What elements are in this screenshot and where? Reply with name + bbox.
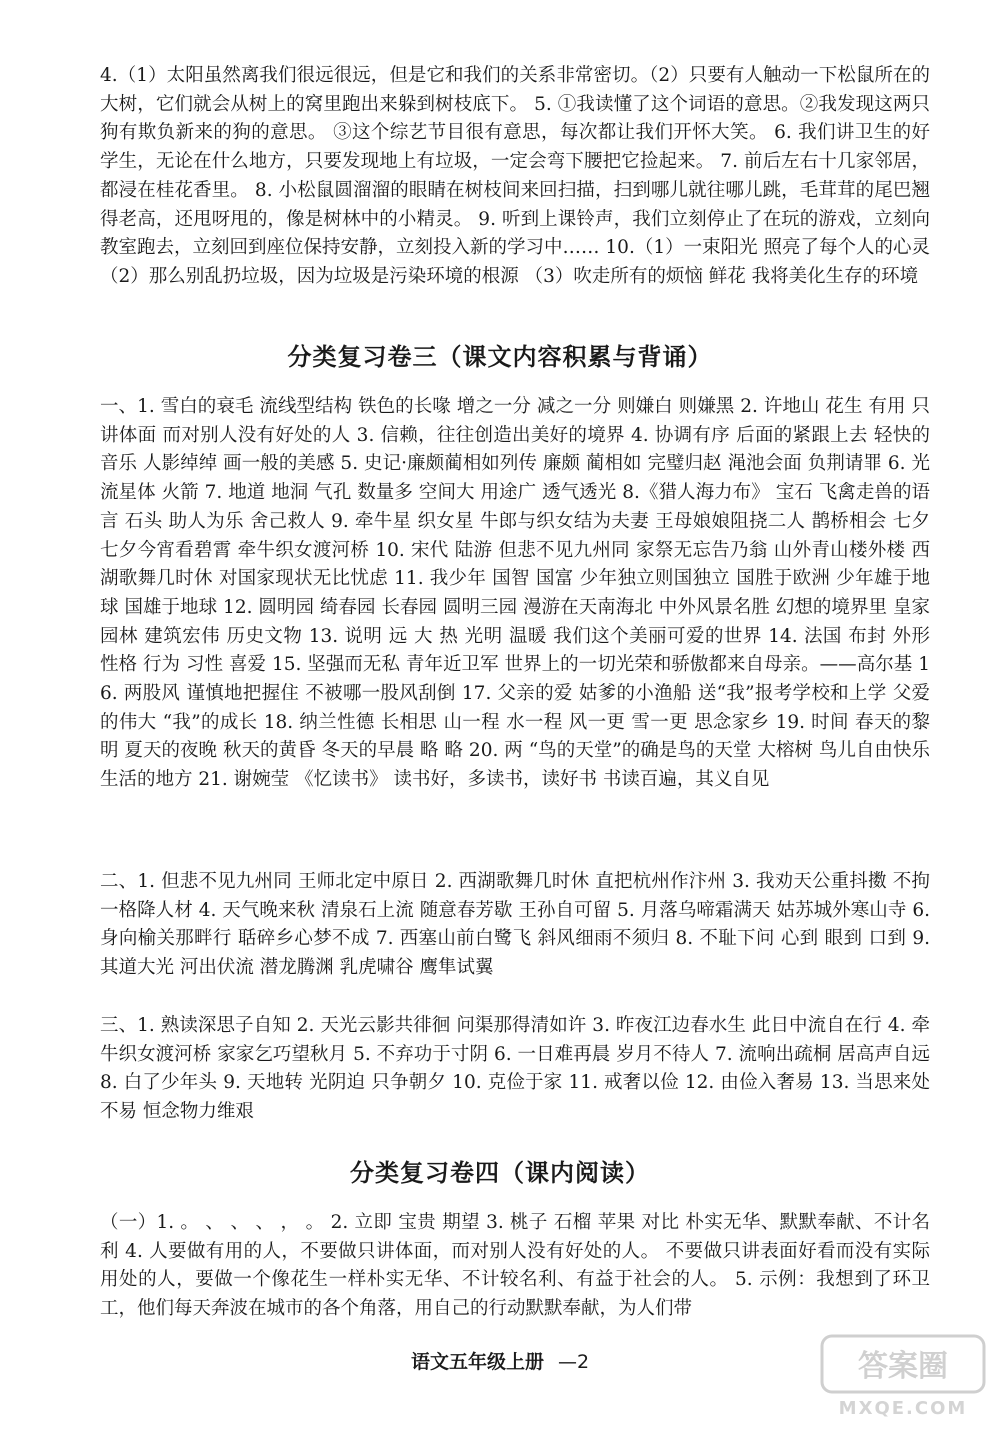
section-four-title: 分类复习卷四（课内阅读） — [350, 1159, 650, 1187]
section-three-part-three: 三、1. 熟读深思子自知 2. 天光云影共徘徊 问渠那得清如许 3. 昨夜江边春水生 此日中流自在行 4. 牵牛织女渡河桥 家家乞巧望秋月 5. 不弃功于寸阴 6. 一日难再晨 岁月不待人 7. 流响出疏桐 居高声自远 8. 白了少年头 9. 天地转 光阴迫 只争朝夕 10. 克俭于家 11. 戒奢以俭 12. 由俭入奢易 13. 当思来处不易 恒念物力维艰 — [100, 1015, 930, 1123]
section-three-part-one: 一、1. 雪白的衰毛 流线型结构 铁色的长喙 增之一分 减之一分 则嫌白 则嫌黑 2. 许地山 花生 有用 只讲体面 而对别人没有好处的人 3. 信赖，往往创造出美好的境界 4. 协调有序 后面的紧跟上去 轻快的音乐 人影绰绰 画一般的美感 5. 史记·廉颇蔺相如列传 廉颇 蔺相如 完璧归赵 渑池会面 负荆请罪 6. 光 流星体 火箭 7. 地道 地洞 气孔 数量多 空间大 用途广 透气透光 8.《猎人海力布》 宝石 飞禽走兽的语言 石头 助人为乐 舍己救人 9. 牵牛星 织女星 牛郎与织女结为夫妻 王母娘娘阻挠二人 鹊桥相会 七夕 七夕今宵看碧霄 牵牛织女渡河桥 10. 宋代 陆游 但悲不见九州同 家祭无忘告乃翁 山外青山楼外楼 西湖歌舞几时休 对国家现状无比忧虑 11. 我少年 国智 国富 少年独立则国独立 国胜于欧洲 少年雄于地球 国雄于地球 12. 圆明园 绮春园 长春园 圆明三园 漫游在天南海北 中外风景名胜 幻想的境界里 皇家园林 建筑宏伟 历史文物 13. 说明 远 大 热 光明 温暖 我们这个美丽可爱的世界 14. 法国 布封 外形 性格 行为 习性 喜爱 15. 坚强而无私 青年近卫军 世界上的一切光荣和骄傲都来自母亲。——高尔基 16. 两股风 谨慎地把握住 不被哪一股风刮倒 17. 父亲的爱 姑爹的小渔船 送“我”报考学校和上学 父爱的伟大 “我”的成长 18. 纳兰性德 长相思 山一程 水一程 风一更 雪一更 思念家乡 19. 时间 春天的黎明 夏天的夜晚 秋天的黄昏 冬天的早晨 略 略 20. 两 “鸟的天堂”的确是鸟的天堂 大榕树 鸟儿自由快乐生活的地方 21. 谢婉莹 《忆读书》 读书好，多读书，读好书 书读百遍，其义自见 — [100, 396, 930, 791]
footer-page-number: —2 — [557, 1351, 590, 1373]
section-four-part-one: （一）1. 。 、 、 、 ， 。 2. 立即 宝贵 期望 3. 桃子 石榴 苹果 对比 朴实无华、默默奉献、不计名利 4. 人要做有用的人，不要做只讲体面，而对别人没有好处的人。 不要做只讲表面好看而没有实际用处的人，要做一个像花生一样朴实无华、不计较名利、有益于社会的人。 5. 示例：我想到了环卫工，他们每天奔波在城市的各个角落，用自己的行动默默奉献，为人们带 — [100, 1212, 930, 1320]
watermark-title: 答案圈 — [858, 1349, 948, 1384]
watermark-logo — [818, 1330, 988, 1420]
section-three-title: 分类复习卷三（课文内容积累与背诵） — [287, 343, 713, 371]
answer-block-continued: 4.（1）太阳虽然离我们很远很远，但是它和我们的关系非常密切。（2）只要有人触动一下松鼠所在的大树，它们就会从树上的窝里跑出来躲到树枝底下。 5. ①我读懂了这个词语的意思。②我发现这两只狗有欺负新来的狗的意思。 ③这个综艺节目很有意思，每次都让我们开怀大笑。 6. 我们讲卫生的好学生，无论在什么地方，只要发现地上有垃圾，一定会弯下腰把它捡起来。 7. 前后左右十几家邻居，都浸在桂花香里。 8. 小松鼠圆溜溜的眼睛在树枝间来回扫描，扫到哪儿就往哪儿跳，毛茸茸的尾巴翘得老高，还甩呀甩的，像是树林中的小精灵。 9. 听到上课铃声，我们立刻停止了在玩的游戏，立刻向教室跑去，立刻回到座位保持安静，立刻投入新的学习中…… 10.（1）一束阳光 照亮了每个人的心灵 （2）那么别乱扔垃圾，因为垃圾是污染环境的根源 （3）吹走所有的烦恼 鲜花 我将美化生存的环境 — [100, 65, 930, 287]
footer-book-label: 语文五年级上册 — [410, 1351, 544, 1373]
section-three-part-two: 二、1. 但悲不见九州同 王师北定中原日 2. 西湖歌舞几时休 直把杭州作汴州 3. 我劝天公重抖擞 不拘一格降人材 4. 天气晚来秋 清泉石上流 随意春芳歇 王孙自可留 5. 月落乌啼霜满天 姑苏城外寒山寺 6. 身向榆关那畔行 聒碎乡心梦不成 7. 西塞山前白鹭飞 斜风细雨不须归 8. 不耻下问 心到 眼到 口到 9. 其道大光 河出伏流 潜龙腾渊 乳虎啸谷 鹰隼试翼 — [100, 871, 930, 979]
watermark-url: MXQE.COM — [838, 1398, 968, 1419]
